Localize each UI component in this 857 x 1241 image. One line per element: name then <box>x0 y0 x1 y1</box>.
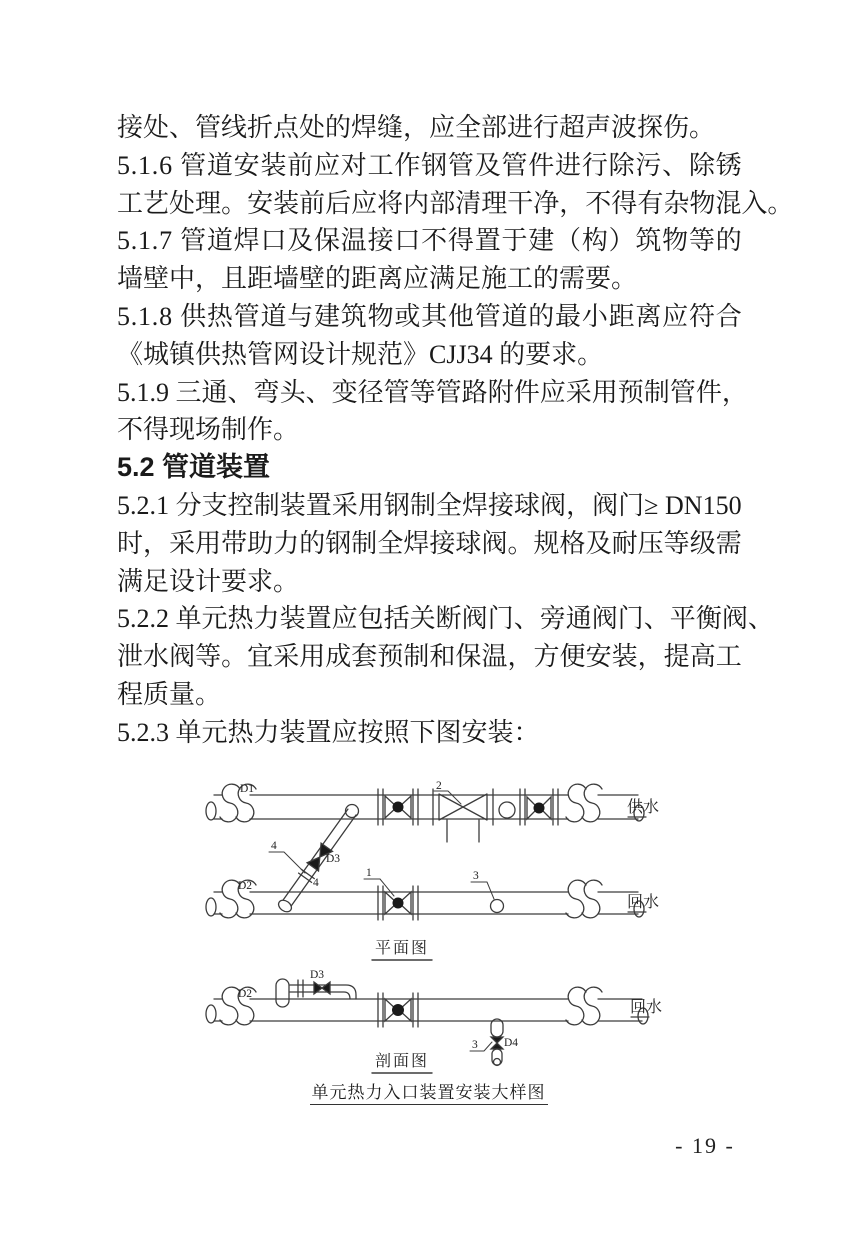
text-line: 工 艺 处 理 。 安 装 前 后 应 将 内 部 清 理 干 净 ， 不 得 有 杂 物 混 入 。 <box>117 188 794 218</box>
valve-label-d3-section: D3 <box>310 969 325 981</box>
text-line: 接处、管线折点处的焊缝，应全部进行超声波探伤。 <box>117 113 716 142</box>
pipe-label-d2: D2 <box>238 880 253 892</box>
text-line: 满足设计要求。 <box>117 566 300 596</box>
text-line: 墙壁中，且距墙壁的距离应满足施工的需要。 <box>117 264 638 294</box>
pipe-label-d2-section: D2 <box>238 988 253 1000</box>
text-block <box>117 109 794 752</box>
text-line: 5 . 2 . 1 分 支 控 制 装 置 采 用 钢 制 全 焊 接 球 阀 ， 阀 门 ≥ D N 1 5 0 <box>117 490 742 520</box>
svg-text:平面图: 平面图 <box>375 940 430 957</box>
section-return-pipe <box>206 969 662 1066</box>
callout-1: 1 <box>366 867 372 879</box>
piping-diagram <box>0 755 857 1085</box>
callout-2: 2 <box>436 780 442 792</box>
valve-label-d3: D3 <box>326 853 341 865</box>
text-line: 《城镇供热管网设计规范》CJJ34 的要求。 <box>117 339 604 369</box>
text-line: 5 . 1 . 6 管 道 安 装 前 应 对 工 作 钢 管 及 管 件 进 行 除 污 、 除 锈 <box>117 150 742 180</box>
text-line: 泄 水 阀 等 。 宜 采 用 成 套 预 制 和 保 温 ， 方 便 安 装 ， 提 高 工 <box>117 642 742 672</box>
plan-return-pipe <box>206 867 659 920</box>
figure-caption: 单元热力入口装置安装大样图 <box>0 1078 857 1103</box>
page-number: - 19 - <box>675 1133 735 1158</box>
section-caption <box>372 1052 432 1073</box>
text-line: 5 . 2 . 2 单 元 热 力 装 置 应 包 括 关 断 阀 门 、 旁 通 阀 门 、 平 衡 阀 、 <box>117 604 774 634</box>
text-line: 时 ， 采 用 带 助 力 的 钢 制 全 焊 接 球 阀 。 规 格 及 耐 压 等 级 需 <box>117 528 742 558</box>
svg-text:剖面图: 剖面图 <box>375 1053 430 1070</box>
plan-supply-pipe <box>206 780 659 842</box>
plan-caption <box>372 939 432 960</box>
plan-bypass-branch <box>269 809 356 914</box>
pipe-label-d1: D1 <box>240 783 255 795</box>
supply-water-label: 供水 <box>627 799 660 816</box>
text-line: 5.2.3 单元热力装置应按照下图安装： <box>117 717 540 747</box>
text-line: 不得现场制作。 <box>117 415 300 445</box>
valve-label-d4: D4 <box>504 1037 519 1049</box>
callout-3: 3 <box>473 870 479 882</box>
callout-3-section: 3 <box>472 1039 478 1051</box>
return-water-label: 回水 <box>627 894 660 911</box>
text-line: 5 . 1 . 7 管 道 焊 口 及 保 温 接 口 不 得 置 于 建 （ 构 ） 筑 物 等 的 <box>117 226 742 256</box>
section-heading: 5.2 管道装置 <box>117 452 271 483</box>
callout-4b: 4 <box>313 877 319 889</box>
text-line: 5 . 1 . 8 供 热 管 道 与 建 筑 物 或 其 他 管 道 的 最 小 距 离 应 符 合 <box>117 301 742 331</box>
return-water-label-section: 回水 <box>630 999 663 1016</box>
callout-4: 4 <box>271 840 277 852</box>
text-line: 5 . 1 . 9 三 通 、 弯 头 、 变 径 管 等 管 路 附 件 应 采 用 预 制 管 件 ， <box>117 377 748 407</box>
text-line: 程质量。 <box>117 679 222 709</box>
